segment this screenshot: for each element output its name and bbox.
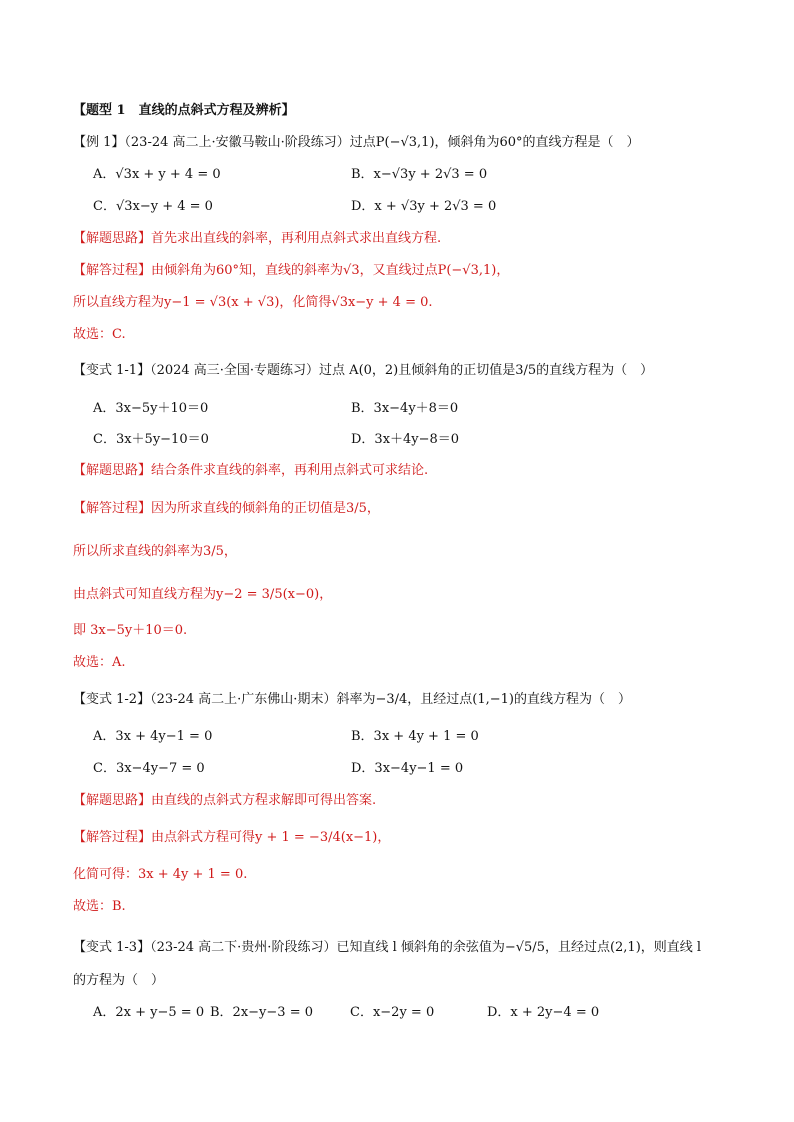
- variant11-answer: 故选：A.: [73, 655, 126, 670]
- variant13-stem-line1: 【变式 1-3】（23-24 高二下·贵州·阶段练习）已知直线 l 倾斜角的余弦值为−√5/5，且经过点(2,1)，则直线 l: [73, 940, 702, 955]
- example1-option-d: D．x + √3y + 2√3 = 0: [351, 199, 497, 214]
- variant11-option-d: D．3x＋4y−8＝0: [351, 432, 460, 447]
- example1-solution-line2: 所以直线方程为y−1 = √3(x + √3)，化简得√3x−y + 4 = 0.: [73, 295, 433, 310]
- variant12-option-a: A．3x + 4y−1 = 0: [93, 729, 213, 744]
- variant11-stem: 【变式 1-1】（2024 高三·全国·专题练习）过点 A(0，2)且倾斜角的正切值是3/5的直线方程为（ ）: [73, 363, 654, 378]
- variant11-approach: 【解题思路】结合条件求直线的斜率，再利用点斜式可求结论.: [73, 463, 429, 478]
- variant12-answer: 故选：B.: [73, 899, 126, 914]
- example1-approach: 【解题思路】首先求出直线的斜率，再利用点斜式求出直线方程.: [73, 231, 442, 246]
- variant12-solution-line2: 化简可得：3x + 4y + 1 = 0.: [73, 867, 248, 882]
- variant12-stem: 【变式 1-2】（23-24 高二上·广东佛山·期末）斜率为−3/4，且经过点(1,−1)的直线方程为（ ）: [73, 692, 631, 707]
- variant11-solution-line1: 【解答过程】因为所求直线的倾斜角的正切值是3/5，: [73, 501, 380, 516]
- variant11-option-a: A．3x−5y＋10＝0: [93, 401, 209, 416]
- variant12-option-b: B．3x + 4y + 1 = 0: [351, 729, 479, 744]
- example1-solution-line1: 【解答过程】由倾斜角为60°知，直线的斜率为√3，又直线过点P(−√3,1)，: [73, 263, 510, 278]
- variant11-option-c: C．3x＋5y−10＝0: [93, 432, 209, 447]
- example1-option-b: B．x−√3y + 2√3 = 0: [351, 167, 488, 182]
- variant11-solution-line3: 由点斜式可知直线方程为y−2 = 3/5(x−0)，: [73, 587, 333, 602]
- section-title: 【题型 1 直线的点斜式方程及辨析】: [73, 103, 295, 118]
- variant12-option-c: C．3x−4y−7 = 0: [93, 761, 205, 776]
- variant13-option-b: B．2x−y−3 = 0: [210, 1005, 313, 1020]
- variant11-solution-line2: 所以所求直线的斜率为3/5，: [73, 544, 237, 559]
- variant12-option-d: D．3x−4y−1 = 0: [351, 761, 464, 776]
- example1-option-a: A．√3x + y + 4 = 0: [93, 167, 221, 182]
- example1-answer: 故选：C.: [73, 327, 126, 342]
- variant13-option-a: A．2x + y−5 = 0: [93, 1005, 205, 1020]
- variant13-stem-line2: 的方程为（ ）: [73, 973, 165, 988]
- variant11-solution-line4: 即 3x−5y＋10＝0.: [73, 623, 188, 638]
- variant13-option-d: D．x + 2y−4 = 0: [487, 1005, 600, 1020]
- variant13-option-c: C．x−2y = 0: [350, 1005, 435, 1020]
- variant12-solution-line1: 【解答过程】由点斜式方程可得y + 1 = −3/4(x−1)，: [73, 830, 391, 845]
- variant11-option-b: B．3x−4y＋8＝0: [351, 401, 459, 416]
- example1-option-c: C．√3x−y + 4 = 0: [93, 199, 213, 214]
- variant12-approach: 【解题思路】由直线的点斜式方程求解即可得出答案.: [73, 793, 377, 808]
- example1-stem: 【例 1】（23-24 高二上·安徽马鞍山·阶段练习）过点P(−√3,1)，倾斜角为60°的直线方程是（ ）: [73, 135, 640, 150]
